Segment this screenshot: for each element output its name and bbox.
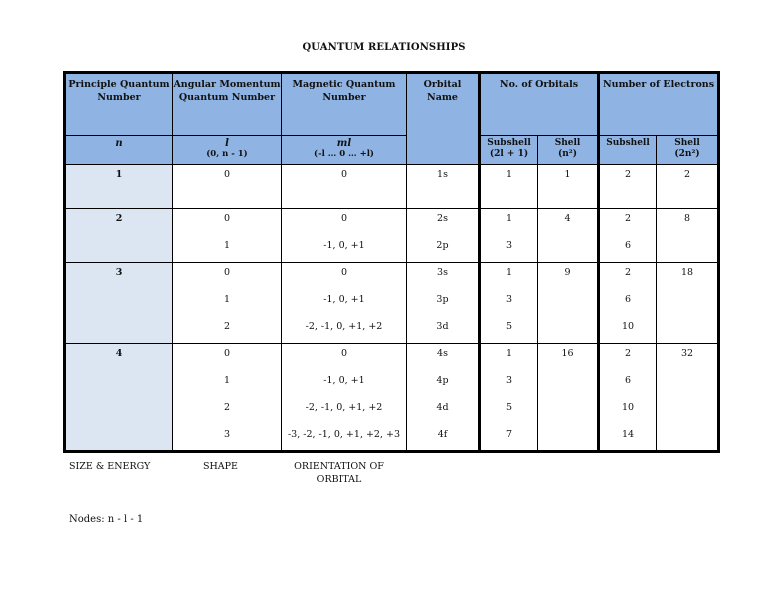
cell-l: 0 (173, 344, 282, 371)
cell-subshell-electrons: 14 (599, 425, 657, 452)
cell-ml: -1, 0, +1 (282, 236, 407, 263)
footer-size-energy: SIZE & ENERGY (69, 461, 151, 472)
cell-subshell-orbitals: 1 (480, 263, 538, 290)
footer-orientation: ORIENTATION OF ORBITAL (294, 461, 384, 485)
cell-n: 1 (65, 165, 173, 209)
cell-ml: -1, 0, +1 (282, 290, 407, 317)
cell-orbital-name: 2s (407, 209, 480, 236)
cell-shell-orbitals: 16 (538, 344, 599, 452)
cell-orbital-name: 4s (407, 344, 480, 371)
header-subshell-electrons: Subshell (599, 136, 657, 165)
cell-shell-electrons: 32 (657, 344, 719, 452)
cell-subshell-electrons: 2 (599, 165, 657, 209)
page-title: QUANTUM RELATIONSHIPS (302, 42, 466, 53)
cell-shell-electrons: 18 (657, 263, 719, 344)
footer-shape: SHAPE (203, 461, 238, 472)
cell-shell-electrons: 8 (657, 209, 719, 263)
quantum-table (63, 71, 720, 453)
table-row (65, 209, 719, 236)
cell-subshell-orbitals: 1 (480, 344, 538, 371)
cell-ml: -2, -1, 0, +1, +2 (282, 317, 407, 344)
nodes-formula: Nodes: n - l - 1 (69, 514, 144, 525)
cell-orbital-name: 3s (407, 263, 480, 290)
cell-l: 1 (173, 236, 282, 263)
cell-subshell-electrons: 2 (599, 209, 657, 236)
header-subshell-orbitals: Subshell (2l + 1) (480, 136, 538, 165)
cell-orbital-name: 3p (407, 290, 480, 317)
cell-subshell-electrons: 6 (599, 236, 657, 263)
cell-subshell-orbitals: 5 (480, 398, 538, 425)
cell-orbital-name: 4f (407, 425, 480, 452)
table-row (65, 344, 719, 371)
cell-subshell-electrons: 10 (599, 317, 657, 344)
cell-ml: -2, -1, 0, +1, +2 (282, 398, 407, 425)
cell-ml: 0 (282, 165, 407, 209)
cell-orbital-name: 4p (407, 371, 480, 398)
cell-subshell-orbitals: 5 (480, 317, 538, 344)
table-row (65, 165, 719, 209)
cell-subshell-orbitals: 3 (480, 236, 538, 263)
header-orbital-name: Orbital Name (407, 73, 480, 165)
header-ml-symbol: ml (-l … 0 … +l) (282, 136, 407, 165)
cell-ml: 0 (282, 344, 407, 371)
cell-l: 2 (173, 398, 282, 425)
header-shell-electrons: Shell (2n²) (657, 136, 719, 165)
cell-n: 2 (65, 209, 173, 263)
cell-orbital-name: 3d (407, 317, 480, 344)
header-n-symbol: n (65, 136, 173, 165)
cell-ml: -3, -2, -1, 0, +1, +2, +3 (282, 425, 407, 452)
cell-ml: 0 (282, 263, 407, 290)
cell-l: 3 (173, 425, 282, 452)
cell-subshell-orbitals: 7 (480, 425, 538, 452)
cell-l: 1 (173, 371, 282, 398)
cell-l: 0 (173, 209, 282, 236)
header-l-symbol: l (0, n - 1) (173, 136, 282, 165)
cell-l: 0 (173, 263, 282, 290)
header-angular: Angular Momentum Quantum Number (173, 73, 282, 136)
cell-subshell-electrons: 2 (599, 344, 657, 371)
header-magnetic: Magnetic Quantum Number (282, 73, 407, 136)
header-principle: Principle Quantum Number (65, 73, 173, 136)
cell-ml: -1, 0, +1 (282, 371, 407, 398)
header-num-orbitals: No. of Orbitals (480, 73, 599, 136)
cell-l: 2 (173, 317, 282, 344)
table-row (65, 263, 719, 290)
cell-subshell-electrons: 6 (599, 371, 657, 398)
cell-shell-orbitals: 9 (538, 263, 599, 344)
cell-subshell-orbitals: 1 (480, 165, 538, 209)
cell-orbital-name: 4d (407, 398, 480, 425)
cell-shell-orbitals: 1 (538, 165, 599, 209)
cell-shell-orbitals: 4 (538, 209, 599, 263)
cell-l: 0 (173, 165, 282, 209)
cell-n: 3 (65, 263, 173, 344)
cell-subshell-orbitals: 3 (480, 371, 538, 398)
header-num-electrons: Number of Electrons (599, 73, 719, 136)
cell-l: 1 (173, 290, 282, 317)
cell-n: 4 (65, 344, 173, 452)
cell-subshell-orbitals: 3 (480, 290, 538, 317)
cell-subshell-electrons: 6 (599, 290, 657, 317)
cell-shell-electrons: 2 (657, 165, 719, 209)
cell-orbital-name: 2p (407, 236, 480, 263)
cell-subshell-orbitals: 1 (480, 209, 538, 236)
header-shell-orbitals: Shell (n²) (538, 136, 599, 165)
cell-subshell-electrons: 10 (599, 398, 657, 425)
cell-ml: 0 (282, 209, 407, 236)
cell-orbital-name: 1s (407, 165, 480, 209)
cell-subshell-electrons: 2 (599, 263, 657, 290)
